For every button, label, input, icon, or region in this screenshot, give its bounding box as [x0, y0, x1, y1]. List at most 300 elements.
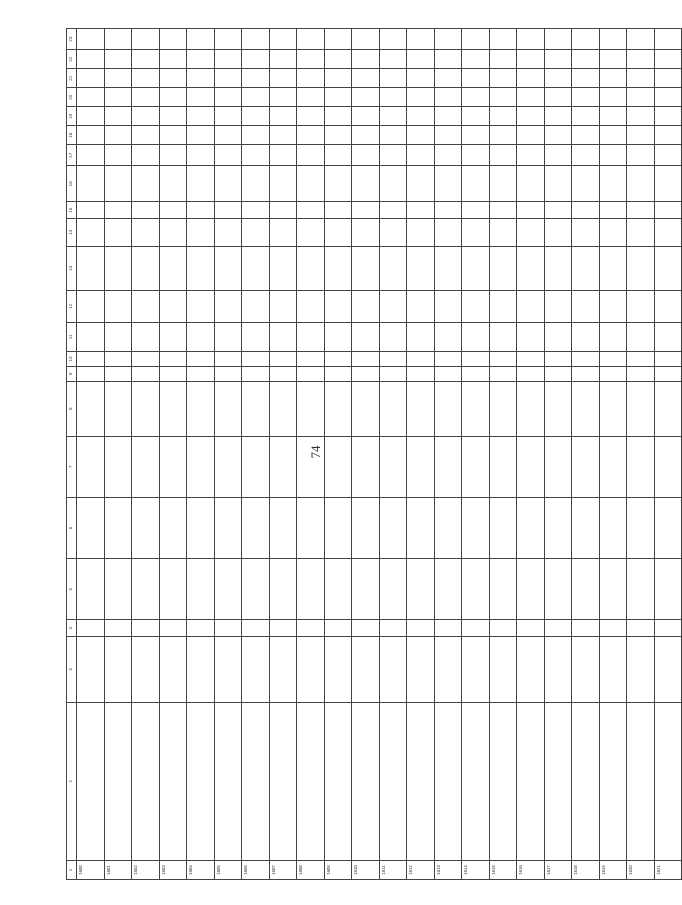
table-cell [489, 702, 517, 860]
table-cell [159, 50, 187, 69]
table-cell [599, 366, 627, 381]
table-cell [517, 366, 545, 381]
table-cell [324, 497, 352, 558]
table-cell [627, 219, 655, 246]
table-cell [214, 69, 242, 88]
table-cell [627, 702, 655, 860]
table-cell [77, 219, 105, 246]
column-number: 14 [67, 219, 77, 246]
table-cell [544, 620, 572, 637]
table-cell [379, 436, 407, 497]
column-number: 3 [67, 637, 77, 702]
table-row [599, 29, 627, 880]
column-number: 6 [67, 497, 77, 558]
table-cell [214, 352, 242, 367]
table-cell [352, 497, 380, 558]
table-cell [654, 620, 682, 637]
table-cell [77, 50, 105, 69]
table-cell [77, 436, 105, 497]
table-cell [434, 219, 462, 246]
row-number-cell: 1614 [462, 861, 490, 880]
table-cell [77, 145, 105, 166]
table-cell [214, 145, 242, 166]
table-cell [627, 107, 655, 126]
table-cell [379, 246, 407, 290]
table-row [572, 29, 600, 880]
table-cell [297, 322, 325, 352]
table-cell [187, 166, 215, 202]
table-cell [324, 126, 352, 145]
table-cell [269, 381, 297, 436]
table-cell [159, 637, 187, 702]
table-cell [489, 219, 517, 246]
table-cell [132, 246, 160, 290]
table-cell [297, 219, 325, 246]
table-cell [572, 381, 600, 436]
table-cell [104, 166, 132, 202]
table-cell [379, 497, 407, 558]
table-cell [159, 219, 187, 246]
table-cell [352, 290, 380, 322]
table-cell [242, 637, 270, 702]
table-cell [462, 50, 490, 69]
table-cell [379, 381, 407, 436]
row-number-cell: 1601 [104, 861, 132, 880]
table-cell [159, 322, 187, 352]
table-cell [572, 202, 600, 219]
table-cell [269, 290, 297, 322]
table-cell [187, 381, 215, 436]
table-cell [269, 559, 297, 620]
table-cell [462, 166, 490, 202]
table-cell [407, 702, 435, 860]
table-cell [297, 290, 325, 322]
table-cell [434, 69, 462, 88]
table-cell [544, 69, 572, 88]
table-cell [434, 366, 462, 381]
table-cell [269, 29, 297, 50]
table-cell [379, 637, 407, 702]
table-cell [654, 381, 682, 436]
table-cell [407, 126, 435, 145]
table-cell [214, 166, 242, 202]
table-row [297, 29, 325, 880]
table-cell [159, 88, 187, 107]
table-cell [159, 126, 187, 145]
table-cell [214, 620, 242, 637]
table-cell [104, 702, 132, 860]
table-cell [517, 702, 545, 860]
table-cell [407, 352, 435, 367]
table-cell [352, 322, 380, 352]
table-cell [572, 69, 600, 88]
table-cell [297, 69, 325, 88]
table-cell [654, 559, 682, 620]
table-cell [214, 702, 242, 860]
table-cell [654, 219, 682, 246]
table-cell [517, 126, 545, 145]
table-cell [517, 69, 545, 88]
table-cell [599, 559, 627, 620]
table-cell [407, 107, 435, 126]
row-number-cell: 1619 [599, 861, 627, 880]
table-cell [77, 620, 105, 637]
table-cell [104, 366, 132, 381]
table-cell [627, 381, 655, 436]
table-cell [407, 29, 435, 50]
table-cell [132, 702, 160, 860]
table-cell [599, 145, 627, 166]
table-cell [242, 50, 270, 69]
table-cell [214, 107, 242, 126]
table-cell [352, 366, 380, 381]
table-cell [132, 381, 160, 436]
table-cell [297, 559, 325, 620]
table-cell [352, 126, 380, 145]
table-cell [489, 50, 517, 69]
table-cell [104, 497, 132, 558]
table-cell [104, 107, 132, 126]
row-number-cell: 1621 [654, 861, 682, 880]
table-cell [352, 88, 380, 107]
table-cell [297, 126, 325, 145]
column-number: 21 [67, 69, 77, 88]
table-cell [269, 50, 297, 69]
table-cell [187, 559, 215, 620]
table-cell [572, 436, 600, 497]
page-number: 74 [308, 445, 323, 459]
table-row [159, 29, 187, 880]
table-cell [654, 202, 682, 219]
table-cell [297, 88, 325, 107]
table-cell [297, 202, 325, 219]
table-cell [297, 702, 325, 860]
table-cell [104, 202, 132, 219]
table-cell [132, 436, 160, 497]
table-cell [599, 436, 627, 497]
table-cell [214, 219, 242, 246]
table-cell [242, 497, 270, 558]
row-number-cell: 1611 [379, 861, 407, 880]
column-number: 20 [67, 88, 77, 107]
row-number-cell: 1609 [324, 861, 352, 880]
row-number-cell: 1605 [214, 861, 242, 880]
column-number: 5 [67, 559, 77, 620]
table-cell [489, 637, 517, 702]
column-number: 2 [67, 702, 77, 860]
table-cell [352, 620, 380, 637]
table-cell [544, 366, 572, 381]
table-cell [214, 381, 242, 436]
table-cell [379, 620, 407, 637]
table-cell [462, 381, 490, 436]
table-cell [187, 88, 215, 107]
table-cell [187, 497, 215, 558]
table-cell [599, 69, 627, 88]
table-cell [489, 620, 517, 637]
table-cell [572, 246, 600, 290]
table-cell [627, 69, 655, 88]
table-cell [352, 246, 380, 290]
table-cell [77, 246, 105, 290]
table-cell [462, 436, 490, 497]
column-number: 18 [67, 126, 77, 145]
table-cell [627, 246, 655, 290]
table-cell [297, 366, 325, 381]
table-cell [517, 246, 545, 290]
table-cell [627, 290, 655, 322]
table-cell [544, 702, 572, 860]
table-cell [517, 29, 545, 50]
table-cell [462, 246, 490, 290]
table-row [407, 29, 435, 880]
table-row [434, 29, 462, 880]
table-row [242, 29, 270, 880]
table-cell [572, 126, 600, 145]
table-cell [104, 559, 132, 620]
table-cell [434, 290, 462, 322]
table-cell [489, 559, 517, 620]
table-cell [489, 202, 517, 219]
table-cell [462, 126, 490, 145]
table-cell [407, 497, 435, 558]
table-row [544, 29, 572, 880]
table-cell [462, 637, 490, 702]
table-cell [572, 559, 600, 620]
table-cell [434, 145, 462, 166]
table-cell [104, 69, 132, 88]
table-cell [242, 366, 270, 381]
table-cell [489, 246, 517, 290]
table-cell [462, 290, 490, 322]
column-number: 10 [67, 352, 77, 367]
table-cell [159, 145, 187, 166]
table-cell [132, 69, 160, 88]
table-cell [379, 559, 407, 620]
row-number-cell: 1608 [297, 861, 325, 880]
table-cell [489, 126, 517, 145]
table-cell [654, 107, 682, 126]
table-cell [434, 246, 462, 290]
table-cell [324, 620, 352, 637]
table-cell [462, 352, 490, 367]
table-cell [599, 219, 627, 246]
table-cell [434, 50, 462, 69]
table-cell [242, 29, 270, 50]
table-cell [159, 246, 187, 290]
table-cell [407, 637, 435, 702]
table-cell [517, 637, 545, 702]
table-cell [104, 637, 132, 702]
table-cell [462, 107, 490, 126]
table-cell [104, 620, 132, 637]
table-cell [627, 559, 655, 620]
table-cell [132, 290, 160, 322]
row-number-cell: 1604 [187, 861, 215, 880]
table-cell [352, 29, 380, 50]
table-cell [214, 126, 242, 145]
table-cell [297, 246, 325, 290]
table-cell [297, 620, 325, 637]
table-cell [269, 702, 297, 860]
table-cell [187, 50, 215, 69]
table-cell [627, 497, 655, 558]
table-cell [187, 202, 215, 219]
table-cell [434, 559, 462, 620]
table-cell [407, 145, 435, 166]
table-cell [654, 246, 682, 290]
table-cell [269, 219, 297, 246]
table-cell [352, 50, 380, 69]
table-cell [654, 88, 682, 107]
table-cell [214, 29, 242, 50]
table-cell [352, 107, 380, 126]
table-cell [214, 202, 242, 219]
table-cell [104, 381, 132, 436]
table-cell [544, 202, 572, 219]
table-cell [379, 69, 407, 88]
table-cell [434, 29, 462, 50]
table-cell [517, 202, 545, 219]
table-cell [544, 126, 572, 145]
row-number-cell: 1616 [517, 861, 545, 880]
table-cell [572, 107, 600, 126]
table-cell [544, 166, 572, 202]
table-cell [187, 620, 215, 637]
table-cell [489, 88, 517, 107]
table-cell [297, 497, 325, 558]
table-cell [132, 620, 160, 637]
table-cell [599, 88, 627, 107]
table-cell [407, 322, 435, 352]
table-cell [379, 702, 407, 860]
table-cell [462, 559, 490, 620]
table-cell [324, 29, 352, 50]
table-cell [434, 702, 462, 860]
table-cell [379, 166, 407, 202]
table-cell [324, 366, 352, 381]
table-cell [352, 702, 380, 860]
table-cell [77, 126, 105, 145]
table-cell [462, 145, 490, 166]
table-cell [242, 107, 270, 126]
row-number-cell: 1603 [159, 861, 187, 880]
table-cell [379, 322, 407, 352]
table-cell [572, 352, 600, 367]
table-cell [132, 50, 160, 69]
table-cell [214, 246, 242, 290]
table-cell [269, 126, 297, 145]
column-number: 7 [67, 436, 77, 497]
column-number: 13 [67, 246, 77, 290]
table-cell [434, 202, 462, 219]
table-cell [489, 436, 517, 497]
table-cell [517, 322, 545, 352]
table-cell [572, 620, 600, 637]
column-number: 17 [67, 145, 77, 166]
table-cell [77, 290, 105, 322]
table-cell [572, 322, 600, 352]
table-cell [489, 497, 517, 558]
row-number-cell: 1602 [132, 861, 160, 880]
table-cell [352, 352, 380, 367]
table-cell [379, 366, 407, 381]
table-cell [627, 620, 655, 637]
table-cell [544, 246, 572, 290]
table-cell [517, 436, 545, 497]
table-cell [297, 29, 325, 50]
table-cell [544, 29, 572, 50]
row-number-cell: 1613 [434, 861, 462, 880]
table-cell [407, 290, 435, 322]
table-cell [599, 497, 627, 558]
table-cell [324, 88, 352, 107]
table-cell [379, 145, 407, 166]
table-cell [599, 637, 627, 702]
table-row [627, 29, 655, 880]
table-cell [324, 290, 352, 322]
table-cell [159, 559, 187, 620]
table-cell [187, 107, 215, 126]
table-cell [599, 322, 627, 352]
column-number: 19 [67, 107, 77, 126]
table-cell [379, 202, 407, 219]
table-cell [572, 637, 600, 702]
table-cell [352, 166, 380, 202]
table-cell [187, 145, 215, 166]
table-cell [77, 322, 105, 352]
column-number: 4 [67, 620, 77, 637]
table-cell [489, 145, 517, 166]
table-cell [434, 381, 462, 436]
table-cell [407, 50, 435, 69]
table-cell [159, 29, 187, 50]
table-cell [324, 50, 352, 69]
table-cell [242, 352, 270, 367]
table-cell [242, 145, 270, 166]
table-cell [352, 436, 380, 497]
table-cell [434, 352, 462, 367]
table-cell [214, 637, 242, 702]
table-cell [77, 202, 105, 219]
table-cell [324, 352, 352, 367]
table-cell [297, 436, 325, 497]
table-row [654, 29, 682, 880]
table-cell [159, 290, 187, 322]
table-cell [132, 29, 160, 50]
table-cell [269, 88, 297, 107]
table-cell [599, 352, 627, 367]
table-cell [159, 620, 187, 637]
table-cell [324, 107, 352, 126]
table-cell [572, 290, 600, 322]
table-row [462, 29, 490, 880]
table-cell [104, 88, 132, 107]
register-table [66, 28, 682, 880]
row-number-cell: 1620 [627, 861, 655, 880]
table-cell [379, 107, 407, 126]
table-cell [407, 559, 435, 620]
table-cell [434, 88, 462, 107]
column-number: 11 [67, 322, 77, 352]
table-cell [517, 497, 545, 558]
table-cell [627, 88, 655, 107]
table-cell [132, 166, 160, 202]
table-cell [462, 366, 490, 381]
table-cell [599, 702, 627, 860]
table-cell [517, 50, 545, 69]
table-cell [269, 366, 297, 381]
